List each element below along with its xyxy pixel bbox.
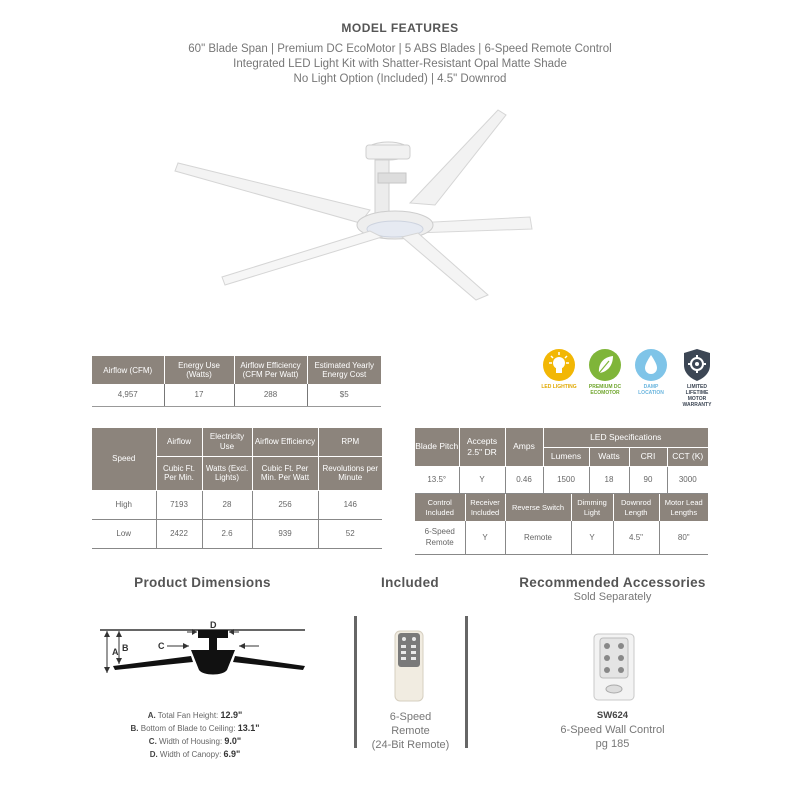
dim-value: 12.9" — [220, 710, 243, 720]
accessory-caption — [520, 709, 705, 751]
rpm-subheader: Revolutions per Minute — [318, 456, 382, 490]
reverse-switch-value: Remote — [505, 521, 571, 554]
remote-caption-line2: Remote — [391, 725, 430, 737]
list-item — [60, 735, 330, 748]
watts-value: 18 — [589, 466, 629, 493]
accessory-model: SW624 — [596, 710, 629, 721]
shield-gear-icon — [682, 348, 712, 382]
cct-header: CCT (K) — [667, 447, 708, 466]
dimming-light-value: Y — [571, 521, 613, 554]
energy-use-value: 17 — [164, 384, 234, 406]
energy-header-energy-use: Energy Use (Watts) — [164, 356, 234, 384]
speed-high-label: High — [92, 490, 156, 519]
table-row — [92, 490, 382, 519]
spec-table — [415, 428, 708, 494]
low-electricity: 2.6 — [202, 519, 252, 548]
low-rpm: 52 — [318, 519, 382, 548]
energy-cost-value: $5 — [307, 384, 381, 406]
efficiency-header: Airflow Efficiency — [252, 428, 318, 456]
control-included-value: 6-Speed Remote — [415, 521, 465, 554]
lightbulb-icon — [542, 348, 576, 382]
badge-led-label: LED LIGHTING — [541, 384, 577, 390]
badge-led-lighting — [540, 348, 578, 408]
airflow-header: Airflow — [156, 428, 202, 456]
table-row — [415, 521, 708, 554]
speed-low-label: Low — [92, 519, 156, 548]
dimension-diagram — [95, 618, 310, 688]
diagram-label-c: C — [158, 641, 165, 651]
model-features-header — [0, 21, 800, 87]
features-line-2: Integrated LED Light Kit with Shatter-Resistant Opal Matte Shade — [233, 58, 567, 70]
speed-table — [92, 428, 382, 549]
dim-value: 9.0" — [224, 736, 242, 746]
cri-value: 90 — [629, 466, 667, 493]
cri-header: CRI — [629, 447, 667, 466]
dim-value: 13.1" — [237, 723, 260, 733]
list-item — [60, 709, 330, 722]
badge-ecomotor-label: PREMIUM DC ECOMOTOR — [588, 384, 622, 396]
accessory-description: 6-Speed Wall Control — [560, 724, 665, 736]
badge-warranty — [678, 348, 716, 408]
efficiency-subheader: Cubic Ft. Per Min. Per Watt — [252, 456, 318, 490]
list-item — [60, 748, 330, 761]
features-line-1: 60" Blade Span | Premium DC EcoMotor | 5 ABS Blades | 6-Speed Remote Control — [188, 43, 612, 55]
table-row — [415, 466, 708, 493]
energy-efficiency-value: 288 — [234, 384, 307, 406]
dimension-list — [60, 709, 330, 761]
blade-pitch-value: 13.5° — [415, 466, 459, 493]
watts-header: Watts — [589, 447, 629, 466]
badge-damp-label: DAMP LOCATION — [638, 384, 664, 396]
energy-table — [92, 356, 381, 407]
remote-caption — [358, 710, 463, 752]
dim-label: Total Fan Height: — [157, 711, 219, 720]
badge-damp-location — [632, 348, 670, 408]
remote-caption-line1: 6-Speed — [389, 711, 432, 723]
reverse-switch-header: Reverse Switch — [505, 494, 571, 521]
badge-ecomotor — [586, 348, 624, 408]
table-row — [92, 519, 382, 548]
rpm-header: RPM — [318, 428, 382, 456]
dim-letter: D. — [149, 750, 158, 759]
receiver-included-value: Y — [465, 521, 505, 554]
dim-letter: A. — [147, 711, 156, 720]
dimming-light-header: Dimming Light — [571, 494, 613, 521]
motor-lead-header: Motor Lead Lengths — [659, 494, 708, 521]
diagram-label-d: D — [210, 620, 217, 630]
wall-control-image — [593, 633, 635, 701]
divider-left — [354, 616, 357, 748]
product-dimensions-title: Product Dimensions — [134, 575, 271, 590]
energy-header-efficiency: Airflow Efficiency (CFM Per Watt) — [234, 356, 307, 384]
energy-header-airflow: Airflow (CFM) — [92, 356, 164, 384]
electricity-subheader: Watts (Excl. Lights) — [202, 456, 252, 490]
airflow-subheader: Cubic Ft. Per Min. — [156, 456, 202, 490]
accessories-title: Recommended Accessories — [519, 575, 706, 590]
diagram-label-a: A — [112, 647, 119, 657]
motor-lead-value: 80" — [659, 521, 708, 554]
energy-airflow-value: 4,957 — [92, 384, 164, 406]
included-title: Included — [381, 575, 439, 590]
dim-label: Bottom of Blade to Ceiling: — [140, 724, 236, 733]
high-efficiency: 256 — [252, 490, 318, 519]
cct-value: 3000 — [667, 466, 708, 493]
dim-value: 6.9" — [223, 749, 241, 759]
control-table — [415, 494, 708, 555]
dim-letter: B. — [130, 724, 139, 733]
accepts-dr-header: Accepts 2.5" DR — [459, 428, 505, 466]
receiver-included-header: Receiver Included — [465, 494, 505, 521]
high-airflow: 7193 — [156, 490, 202, 519]
downrod-length-value: 4.5" — [613, 521, 659, 554]
energy-header-cost: Estimated Yearly Energy Cost — [307, 356, 381, 384]
droplet-icon — [634, 348, 668, 382]
electricity-header: Electricity Use — [202, 428, 252, 456]
list-item — [60, 722, 330, 735]
ceiling-fan-image — [170, 105, 610, 305]
dim-label: Width of Canopy: — [159, 750, 222, 759]
accepts-dr-value: Y — [459, 466, 505, 493]
features-line-3: No Light Option (Included) | 4.5" Downrod — [293, 73, 507, 85]
divider-right — [465, 616, 468, 748]
high-rpm: 146 — [318, 490, 382, 519]
dim-label: Width of Housing: — [159, 737, 223, 746]
control-included-header: Control Included — [415, 494, 465, 521]
amps-value: 0.46 — [505, 466, 543, 493]
badge-warranty-label: LIMITED LIFETIME MOTOR WARRANTY — [682, 384, 712, 408]
speed-header: Speed — [92, 428, 156, 490]
low-efficiency: 939 — [252, 519, 318, 548]
high-electricity: 28 — [202, 490, 252, 519]
accessory-page: pg 185 — [595, 738, 630, 750]
accessories-subtitle: Sold Separately — [573, 591, 652, 603]
model-features-title: MODEL FEATURES — [341, 21, 459, 35]
downrod-length-header: Downrod Length — [613, 494, 659, 521]
leaf-icon — [588, 348, 622, 382]
remote-caption-line3: (24-Bit Remote) — [371, 739, 450, 751]
diagram-label-b: B — [122, 643, 129, 653]
lumens-value: 1500 — [543, 466, 589, 493]
blade-pitch-header: Blade Pitch — [415, 428, 459, 466]
low-airflow: 2422 — [156, 519, 202, 548]
led-spec-header: LED Specifications — [543, 428, 708, 447]
lumens-header: Lumens — [543, 447, 589, 466]
table-row — [92, 384, 381, 406]
amps-header: Amps — [505, 428, 543, 466]
feature-badges — [540, 348, 716, 408]
remote-control-image — [393, 630, 425, 702]
dim-letter: C. — [148, 737, 157, 746]
